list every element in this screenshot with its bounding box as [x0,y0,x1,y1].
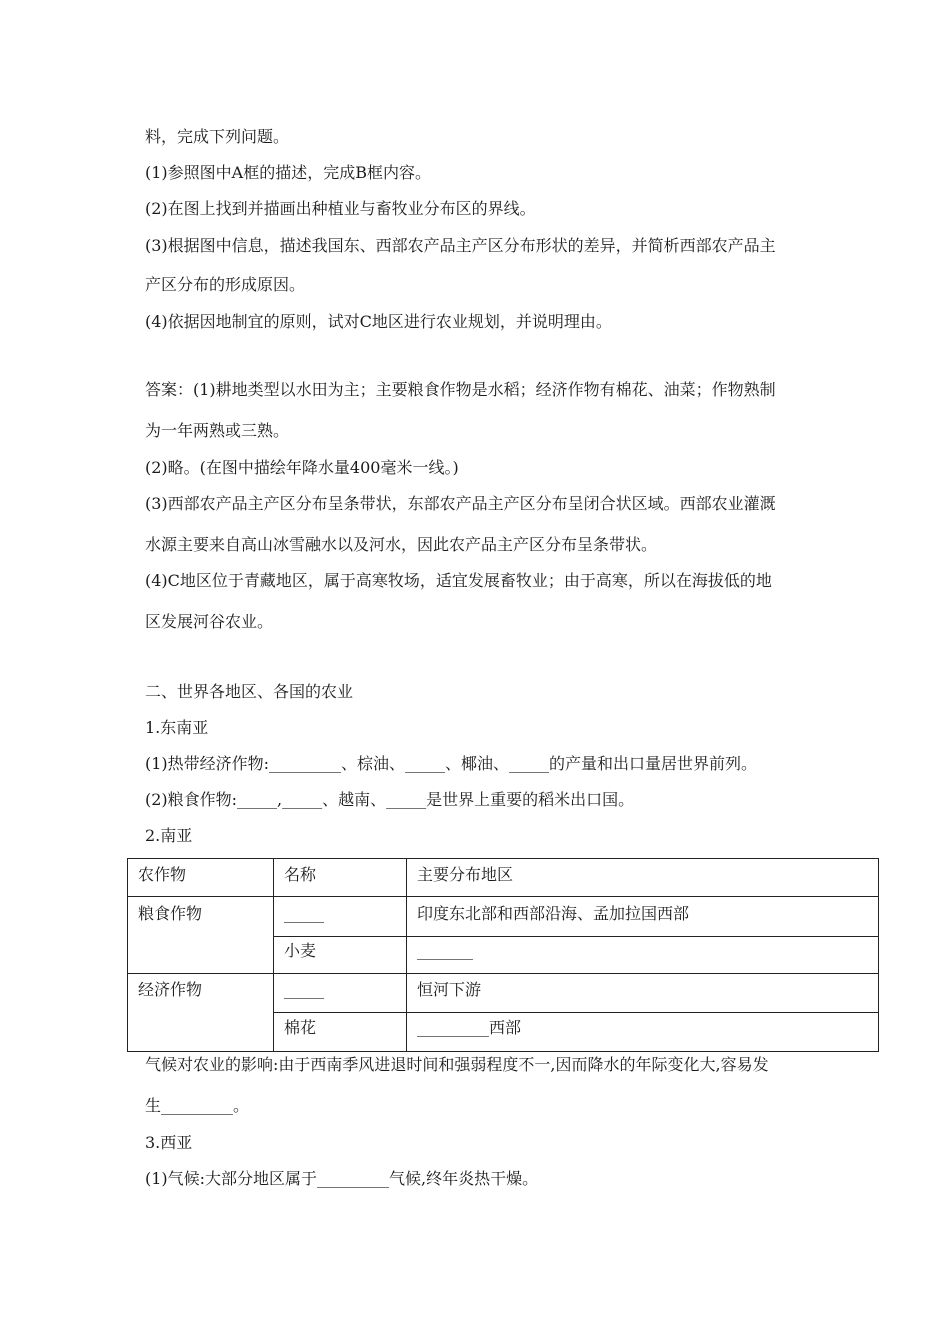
category-grain: 粮食作物 [128,897,274,974]
answer-4-line-1: (4)C地区位于青藏地区，属于高寒牧场，适宜发展畜牧业；由于高寒，所以在海拔低的地 [145,571,772,590]
table-header-cell: 主要分布地区 [407,859,879,897]
table-header-cell: 农作物 [128,859,274,897]
table-cell-region: 印度东北部和西部沿海、孟加拉国西部 [407,897,879,937]
west-asia-title: 3.西亚 [145,1133,193,1152]
answer-2: (2)略。(在图中描绘年降水量400毫米一线。) [145,458,459,477]
west-asia-question-1: (1)气候:大部分地区属于_________气候,终年炎热干燥。 [145,1169,539,1188]
table-header-cell: 名称 [274,859,407,897]
answer-1-line-2: 为一年两熟或三熟。 [145,421,290,440]
table-cell-region: _________西部 [407,1013,879,1052]
answer-4-line-2: 区发展河谷农业。 [145,612,274,631]
table-row [128,974,879,1013]
table-cell-region: 恒河下游 [407,974,879,1013]
question-4: (4)依据因地制宜的原则，试对C地区进行农业规划，并说明理由。 [145,312,612,331]
question-3-line-2: 产区分布的形成原因。 [145,275,306,294]
question-2: (2)在图上找到并描画出种植业与畜牧业分布区的界线。 [145,199,536,218]
answer-1-line-1: 答案：(1)耕地类型以水田为主；主要粮食作物是水稻；经济作物有棉花、油菜；作物熟制 [145,380,776,399]
question-1: (1)参照图中A框的描述，完成B框内容。 [145,163,431,182]
intro-lead: 料，完成下列问题。 [145,127,290,146]
southeast-asia-question-1: (1)热带经济作物:_________、棕油、_____、椰油、_____的产量和出口量居世界前列。 [145,754,758,773]
table-header-row [128,859,879,897]
south-asia-title: 2.南亚 [145,826,193,845]
southeast-asia-title: 1.东南亚 [145,718,209,737]
section-heading: 二、世界各地区、各国的农业 [145,682,354,701]
answer-3-line-1: (3)西部农产品主产区分布呈条带状，东部农产品主产区分布呈闭合状区域。西部农业灌溉 [145,494,776,513]
climate-impact-line-1: 气候对农业的影响:由于西南季风进退时间和强弱程度不一,因而降水的年际变化大,容易发 [145,1055,769,1074]
southeast-asia-question-2: (2)粮食作物:_____,_____、越南、_____是世界上重要的稻米出口国。 [145,790,635,809]
category-cash-crop: 经济作物 [128,974,274,1052]
answer-3-line-2: 水源主要来自高山冰雪融水以及河水，因此农产品主产区分布呈条带状。 [145,535,658,554]
climate-impact-line-2: 生_________。 [145,1096,250,1115]
table-cell-name: 棉花 [274,1013,407,1052]
table-row [128,897,879,937]
question-3-line-1: (3)根据图中信息，描述我国东、西部农产品主产区分布形状的差异，并简析西部农产品主 [145,236,776,255]
table-cell-name: _____ [274,974,407,1013]
table-cell-name: _____ [274,897,407,937]
south-asia-crop-table [127,858,879,1052]
table-cell-region: _______ [407,937,879,974]
table-cell-name: 小麦 [274,937,407,974]
